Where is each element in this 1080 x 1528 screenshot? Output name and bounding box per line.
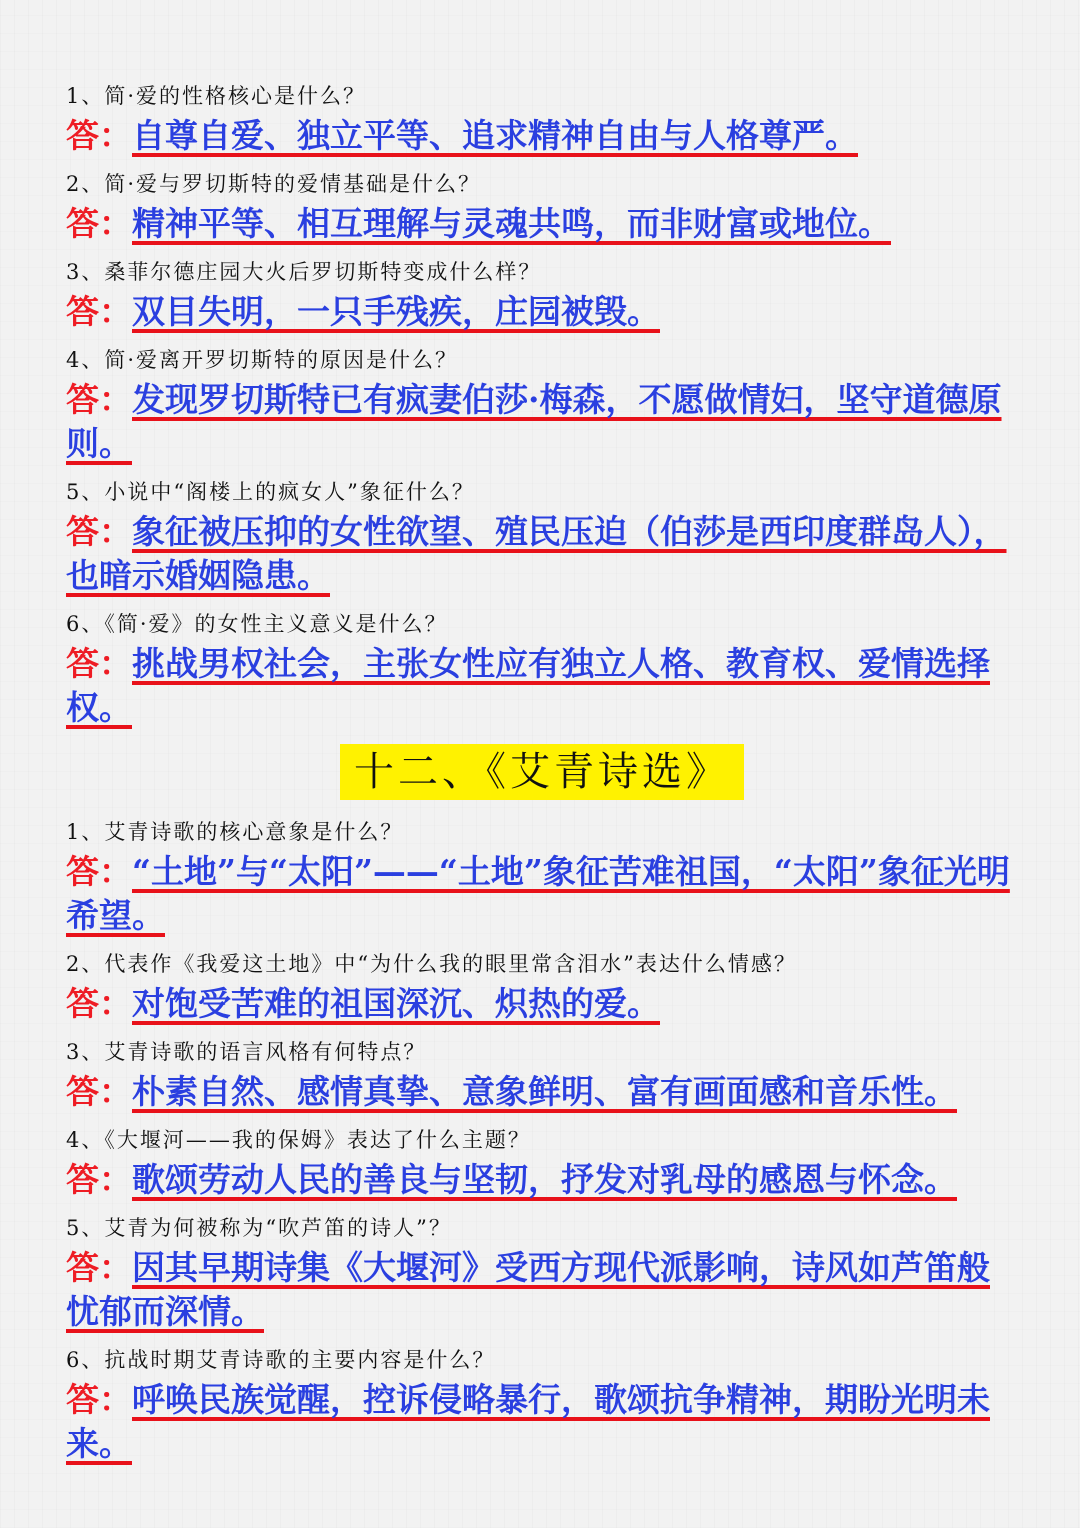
answer-block	[66, 850, 1018, 938]
answer-label: 答：	[66, 1072, 132, 1111]
question-text: 4、《大堰河——我的保姆》表达了什么主题？	[66, 1128, 531, 1152]
answer-block	[66, 378, 1018, 466]
question-text: 2、简·爱与罗切斯特的爱情基础是什么？	[66, 172, 482, 196]
answer-text: 对饱受苦难的祖国深沉、炽热的爱。	[132, 984, 660, 1023]
answer-block	[66, 1378, 1018, 1466]
answer-label: 答：	[66, 644, 132, 683]
answer-label: 答：	[66, 204, 132, 243]
answer-text: “土地”与“太阳”——“土地”象征苦难祖国，“太阳”象征光明希望。	[66, 852, 1010, 935]
answer-label: 答：	[66, 984, 132, 1023]
answer-text: 自尊自爱、独立平等、追求精神自由与人格尊严。	[132, 116, 858, 155]
section-title: 十二、《艾青诗选》	[340, 744, 744, 800]
answer-label: 答：	[66, 1160, 132, 1199]
qa-item	[66, 1210, 1018, 1334]
answer-label: 答：	[66, 512, 132, 551]
answer-label: 答：	[66, 1248, 132, 1287]
answer-text: 挑战男权社会，主张女性应有独立人格、教育权、爱情选择权。	[66, 644, 990, 727]
answer-text: 朴素自然、感情真挚、意象鲜明、富有画面感和音乐性。	[132, 1072, 957, 1111]
qa-item	[66, 254, 1018, 334]
section-heading	[66, 744, 1018, 800]
qa-item	[66, 946, 1018, 1026]
question-text: 3、桑菲尔德庄园大火后罗切斯特变成什么样？	[66, 260, 542, 284]
answer-label: 答：	[66, 1380, 132, 1419]
answer-block	[66, 114, 1018, 158]
question-text: 5、艾青为何被称为“吹芦笛的诗人”？	[66, 1216, 452, 1240]
qa-item	[66, 606, 1018, 730]
answer-text: 发现罗切斯特已有疯妻伯莎·梅森，不愿做情妇，坚守道德原则。	[66, 380, 1002, 463]
qa-item	[66, 342, 1018, 466]
question-text: 4、简·爱离开罗切斯特的原因是什么？	[66, 348, 459, 372]
answer-label: 答：	[66, 116, 132, 155]
qa-item	[66, 166, 1018, 246]
answer-block	[66, 642, 1018, 730]
question-text: 3、艾青诗歌的语言风格有何特点？	[66, 1040, 427, 1064]
qa-item	[66, 474, 1018, 598]
question-text: 1、艾青诗歌的核心意象是什么？	[66, 820, 404, 844]
answer-block	[66, 290, 1018, 334]
qa-item	[66, 1034, 1018, 1114]
answer-label: 答：	[66, 380, 132, 419]
answer-text: 精神平等、相互理解与灵魂共鸣，而非财富或地位。	[132, 204, 891, 243]
answer-text: 因其早期诗集《大堰河》受西方现代派影响，诗风如芦笛般忧郁而深情。	[66, 1248, 990, 1331]
qa-item	[66, 78, 1018, 158]
answer-block	[66, 510, 1018, 598]
answer-text: 象征被压抑的女性欲望、殖民压迫（伯莎是西印度群岛人），也暗示婚姻隐患。	[66, 512, 1007, 595]
answer-text: 呼唤民族觉醒，控诉侵略暴行，歌颂抗争精神，期盼光明未来。	[66, 1380, 990, 1463]
qa-item	[66, 1342, 1018, 1466]
answer-block	[66, 982, 1018, 1026]
answer-label: 答：	[66, 292, 132, 331]
question-text: 6、《简·爱》的女性主义意义是什么？	[66, 612, 448, 636]
question-text: 5、小说中“阁楼上的疯女人”象征什么？	[66, 480, 475, 504]
qa-item	[66, 1122, 1018, 1202]
answer-text: 双目失明，一只手残疾，庄园被毁。	[132, 292, 660, 331]
answer-block	[66, 1158, 1018, 1202]
answer-block	[66, 202, 1018, 246]
qa-item	[66, 814, 1018, 938]
question-text: 2、代表作《我爱这土地》中“为什么我的眼里常含泪水”表达什么情感？	[66, 952, 797, 976]
answer-block	[66, 1070, 1018, 1114]
question-text: 1、简·爱的性格核心是什么？	[66, 84, 367, 108]
answer-block	[66, 1246, 1018, 1334]
answer-text: 歌颂劳动人民的善良与坚韧，抒发对乳母的感恩与怀念。	[132, 1160, 957, 1199]
answer-label: 答：	[66, 852, 132, 891]
question-text: 6、抗战时期艾青诗歌的主要内容是什么？	[66, 1348, 496, 1372]
